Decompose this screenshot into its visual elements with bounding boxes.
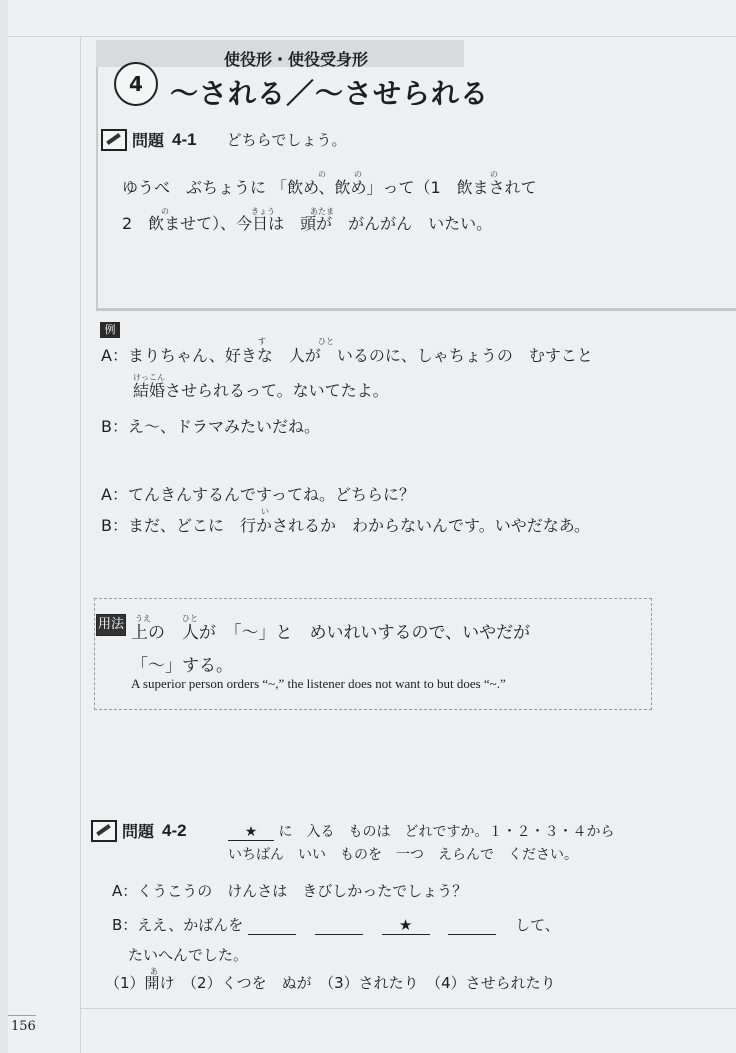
problem-4-1-line-2: 2 飲ませて）、今日は 頭が がんがん いたい。 xyxy=(122,214,493,233)
ruby-reading: の xyxy=(161,207,169,216)
ruby-reading: す xyxy=(258,337,266,346)
ruby-reading: ひと xyxy=(182,614,198,623)
ruby-reading: うえ xyxy=(135,614,151,623)
dialog-start: B：ええ、かばんを xyxy=(112,916,244,934)
problem-4-1-header xyxy=(101,128,346,151)
ruby-reading: けっこん xyxy=(133,373,165,382)
answer-blank-star: ★ xyxy=(382,916,430,935)
problem-dialog-line xyxy=(112,914,560,935)
usage-english: A superior person orders “~,” the listener does not want to but does “~.” xyxy=(131,676,506,691)
answer-blank xyxy=(248,916,296,935)
ruby-reading: の xyxy=(318,170,326,179)
problem-4-2-instruction-2: いちばん いい ものを 一つ えらんで ください。 xyxy=(228,847,578,863)
ruby-reading: あたま xyxy=(310,207,334,216)
usage-line: 上の 人が 「〜」と めいれいするので、いやだが xyxy=(131,623,531,643)
ruby-reading: あ xyxy=(150,967,158,976)
example-dialog-line: B：まだ、どこに 行かされるか わからないんです。いやだなあ。 xyxy=(101,516,591,535)
example-dialog-line: 結婚させられるって。ないてたよ。 xyxy=(133,381,389,400)
problem-4-2-header xyxy=(91,819,187,842)
problem-dialog-line: たいへんでした。 xyxy=(128,946,249,964)
chapter-number-badge: 4 xyxy=(114,62,158,106)
ruby-reading: ひと xyxy=(318,337,334,346)
problem-dialog-line: A：くうこうの けんさは きびしかったでしょう？ xyxy=(112,882,468,900)
answer-options: （1）開け （2）くつを ぬが （3）されたり （4）させられたり xyxy=(105,974,556,992)
star-blank: ★ xyxy=(228,824,274,841)
answer-blank xyxy=(448,916,496,935)
example-dialog-line: A：てんきんするんですってね。どちらに？ xyxy=(101,485,415,504)
ruby-reading: きょう xyxy=(251,207,275,216)
page-number: 156 xyxy=(11,1019,36,1034)
chapter-title: 〜される／〜させられる xyxy=(170,77,490,110)
answer-blank xyxy=(315,916,363,935)
ruby-reading: の xyxy=(354,170,362,179)
problem-4-1-line-1: ゆうべ ぶちょうに 「飲め、飲め」って（1 飲まされて xyxy=(122,178,537,197)
pencil-icon xyxy=(91,820,117,842)
usage-badge: 用法 xyxy=(96,614,126,636)
top-divider xyxy=(8,36,736,37)
dialog-end: して、 xyxy=(515,916,560,934)
problem-label: 問題 xyxy=(122,822,155,841)
problem-instruction: どちらでしょう。 xyxy=(226,131,347,149)
ruby-reading: い xyxy=(261,507,269,516)
section-divider xyxy=(96,308,736,311)
problem-number: 4-2 xyxy=(162,820,187,840)
problem-number: 4-1 xyxy=(172,129,197,149)
page-number-rule xyxy=(8,1015,36,1016)
bottom-divider xyxy=(80,1008,736,1009)
example-dialog-line: A：まりちゃん、好きな 人が いるのに、しゃちょうの むすこと xyxy=(101,346,593,365)
problem-4-2-instruction xyxy=(228,821,614,841)
margin-divider xyxy=(80,36,81,1053)
ruby-reading: の xyxy=(490,170,498,179)
usage-line: 「〜」する。 xyxy=(131,656,233,676)
example-badge: 例 xyxy=(100,322,120,338)
example-dialog-line: B：え〜、ドラマみたいだね。 xyxy=(101,417,320,436)
instruction-line-1: に 入る ものは どれですか。１・２・３・４から xyxy=(278,824,615,840)
chapter-subtitle: 使役形・使役受身形 xyxy=(224,50,369,69)
problem-label: 問題 xyxy=(132,131,165,150)
pencil-icon xyxy=(101,129,127,151)
